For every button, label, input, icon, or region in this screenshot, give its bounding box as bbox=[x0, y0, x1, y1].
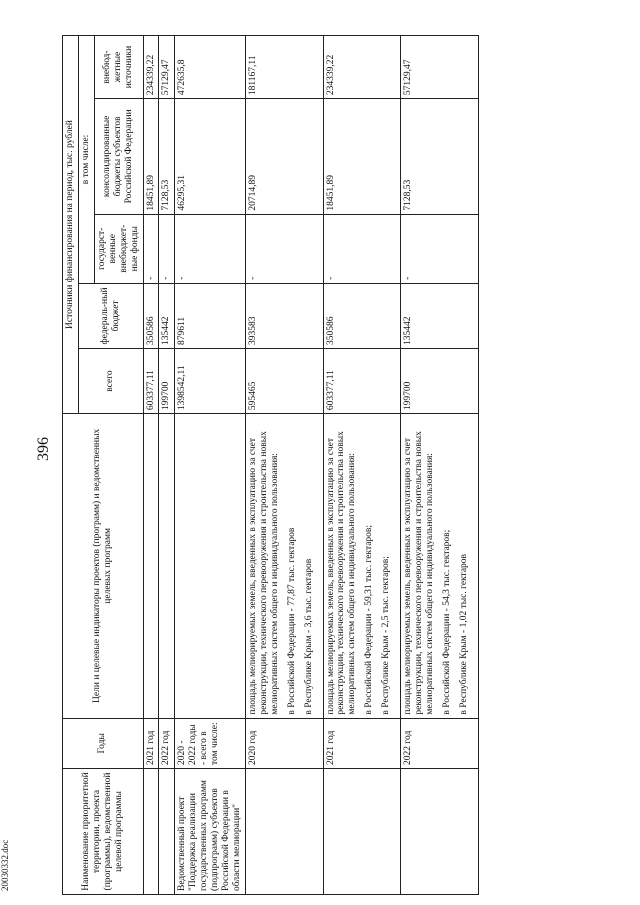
cell-total: 603377,11 bbox=[323, 349, 401, 414]
indicator-line: в Российской Федерации - 77,87 тыс. гектаров bbox=[286, 527, 297, 715]
row-name bbox=[323, 769, 401, 895]
row-year: 2021 год bbox=[143, 718, 159, 768]
header-years: Годы bbox=[63, 718, 144, 768]
cell-consolidated: 18451,89 bbox=[323, 99, 401, 215]
table-row bbox=[143, 36, 159, 895]
cell-federal: 135442 bbox=[159, 283, 175, 348]
indicator-line: в Республике Крым - 3,6 тыс. гектаров bbox=[303, 558, 314, 715]
cell-consolidated: 18451,89 bbox=[143, 99, 159, 215]
row-indicator bbox=[323, 414, 401, 719]
financing-table bbox=[62, 35, 479, 895]
table-row bbox=[175, 36, 246, 895]
indicator-line: в Российской Федерации - 54,3 тыс. гектаров; bbox=[441, 529, 452, 715]
row-indicator bbox=[175, 414, 246, 719]
cell-federal: 135442 bbox=[401, 283, 479, 348]
header-goals: Цели и целевые индикаторы проектов (программ) и ведомственных целевых программ bbox=[63, 414, 144, 719]
row-year: 2021 год bbox=[323, 718, 401, 768]
cell-offbudget: 234339,22 bbox=[323, 36, 401, 99]
cell-state: - bbox=[245, 214, 323, 283]
rotated-table-sheet bbox=[62, 35, 562, 895]
table-row bbox=[401, 36, 479, 895]
header-sources: Источники финансирования на период, тыс. рублей bbox=[63, 36, 79, 414]
page-number: 396 bbox=[35, 437, 52, 461]
indicator-line: в Российской Федерации - 59,31 тыс. гектаров; bbox=[364, 524, 375, 715]
header-total: всего bbox=[78, 349, 143, 414]
indicator-line: в Республике Крым - 2,5 тыс. гектаров; bbox=[381, 556, 392, 715]
table-row bbox=[159, 36, 175, 895]
header-state-funds: государст-венные внебюджет-ные фонды bbox=[94, 214, 143, 283]
cell-consolidated: 46295,31 bbox=[175, 99, 246, 215]
header-federal: федераль-ный бюджет bbox=[78, 283, 143, 348]
header-incl: в том числе: bbox=[78, 36, 94, 284]
cell-federal: 393583 bbox=[245, 283, 323, 348]
row-year: 2020 год bbox=[245, 718, 323, 768]
cell-offbudget: 234339,22 bbox=[143, 36, 159, 99]
cell-total: 199700 bbox=[401, 349, 479, 414]
row-indicator bbox=[143, 414, 159, 719]
row-year: 2020 - 2022 годы - всего в том числе: bbox=[175, 718, 246, 768]
cell-state: - bbox=[323, 214, 401, 283]
row-name bbox=[159, 769, 175, 895]
indicator-line: площадь мелиорируемых земель, введенных в эксплуатацию за счет реконструкции, технического перевооружения и строительства новых мелиоративных систем общего и индивидуального пользования: bbox=[325, 431, 358, 715]
row-year: 2022 год bbox=[159, 718, 175, 768]
indicator-line: площадь мелиорируемых земель, введенных в эксплуатацию за счет реконструкции, технического перевооружения и строительства новых мелиоративных систем общего и индивидуального пользования: bbox=[403, 431, 435, 715]
indicator-line: в Республике Крым - 1,02 тыс. гектаров bbox=[458, 553, 469, 715]
cell-consolidated: 20714,89 bbox=[245, 99, 323, 215]
cell-offbudget: 57129,47 bbox=[401, 36, 479, 99]
cell-total: 199700 bbox=[159, 349, 175, 414]
header-offbudget: внебюд-жетные источники bbox=[94, 36, 143, 99]
cell-federal: 350586 bbox=[323, 283, 401, 348]
cell-offbudget: 57129,47 bbox=[159, 36, 175, 99]
row-indicator bbox=[159, 414, 175, 719]
cell-total: 1398542,11 bbox=[175, 349, 246, 414]
table-row bbox=[323, 36, 401, 895]
header-name: Наименование приоритетной территории, проекта (программы), ведомственной целевой программы bbox=[63, 769, 144, 895]
cell-offbudget: 472635,8 bbox=[175, 36, 246, 99]
cell-consolidated: 7128,53 bbox=[159, 99, 175, 215]
row-name: Ведомственный проект "Поддержка реализации государственных программ (подпрограмм) субъектов Российской Федерации в области мелиорации" bbox=[175, 769, 246, 895]
header-consolidated: консолидированные бюджеты субъектов Российской Федерации bbox=[94, 99, 143, 215]
row-indicator bbox=[401, 414, 479, 719]
cell-offbudget: 181167,11 bbox=[245, 36, 323, 99]
indicator-line: площадь мелиорируемых земель, введенных в эксплуатацию за счет реконструкции, технического перевооружения и строительства новых мелиоративных систем общего и индивидуального пользования: bbox=[247, 431, 280, 715]
row-name bbox=[143, 769, 159, 895]
row-year: 2022 год bbox=[401, 718, 479, 768]
cell-state: - bbox=[159, 214, 175, 283]
table-row bbox=[245, 36, 323, 895]
row-indicator bbox=[245, 414, 323, 719]
row-name bbox=[401, 769, 479, 895]
cell-federal: 350586 bbox=[143, 283, 159, 348]
cell-federal: 879611 bbox=[175, 283, 246, 348]
cell-consolidated: 7128,53 bbox=[401, 99, 479, 215]
row-name bbox=[245, 769, 323, 895]
cell-total: 595465 bbox=[245, 349, 323, 414]
cell-state: - bbox=[143, 214, 159, 283]
cell-state: - bbox=[175, 214, 246, 283]
cell-state: - bbox=[401, 214, 479, 283]
cell-total: 603377,11 bbox=[143, 349, 159, 414]
footer-filename: 20030332.doc bbox=[0, 839, 10, 891]
